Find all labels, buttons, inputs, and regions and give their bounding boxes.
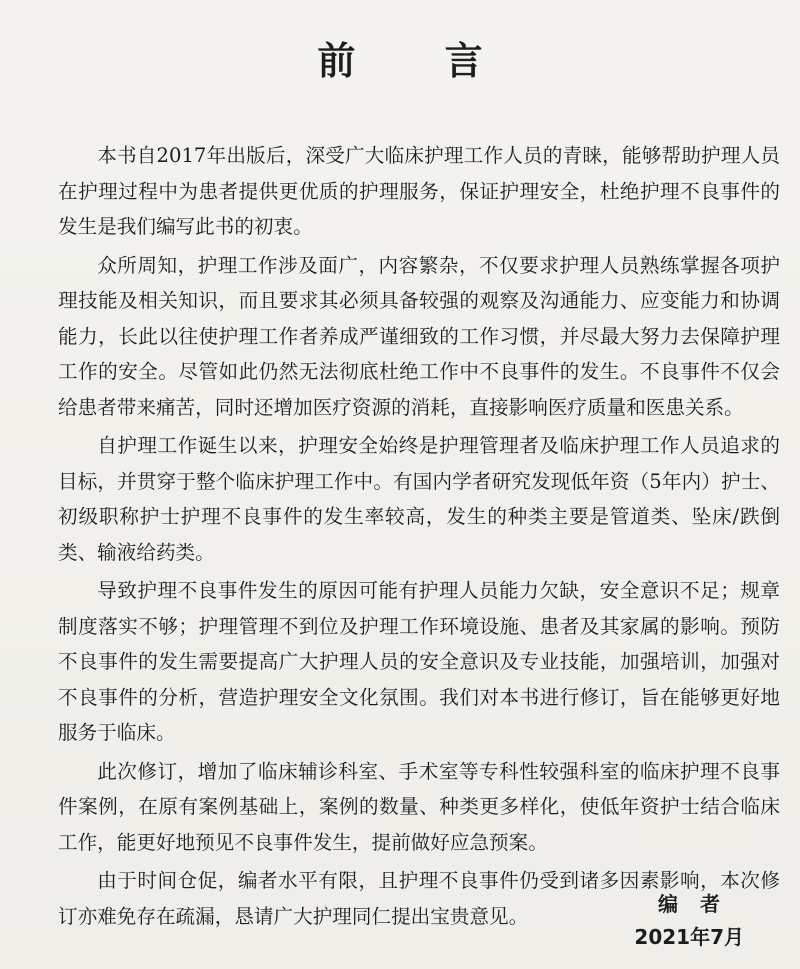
editor-signature: 编者	[658, 892, 742, 916]
paragraph-2: 众所周知，护理工作涉及面广，内容繁杂，不仅要求护理人员熟练掌握各项护理技能及相关知识，而且要求其必须具备较强的观察及沟通能力、应变能力和协调能力，长此以往使护理工作者养成严谨细致的工作习惯，并尽最大努力去保障护理工作的安全。尽管如此仍然无法彻底杜绝工作中不良事件的发生。不良事件不仅会给患者带来痛苦，同时还增加医疗资源的消耗，直接影响医疗质量和医患关系。	[58, 253, 780, 419]
paragraph-4: 导致护理不良事件发生的原因可能有护理人员能力欠缺，安全意识不足；规章制度落实不够；护理管理不到位及护理工作环境设施、患者及其家属的影响。预防不良事件的发生需要提高广大护理人员的安全意识及专业技能，加强培训，加强对不良事件的分析，营造护理安全文化氛围。我们对本书进行修订，旨在能够更好地服务于临床。	[58, 579, 780, 744]
preface-body	[58, 138, 780, 937]
signature-date: 2021年7月	[634, 925, 744, 949]
paragraph-5: 此次修订，增加了临床辅诊科室、手术室等专科性较强科室的临床护理不良事件案例，在原有案例基础上，案例的数量、种类更多样化，使低年资护士结合临床工作，能更好地预见不良事件发生，提前做好应急预案。	[58, 759, 780, 854]
paragraph-1: 本书自2017年出版后，深受广大临床护理工作人员的青睐，能够帮助护理人员在护理过程中为患者提供更优质的护理服务，保证护理安全，杜绝护理不良事件的发生是我们编写此书的初衷。	[58, 144, 780, 238]
paragraph-3: 自护理工作诞生以来，护理安全始终是护理管理者及临床护理工作人员追求的目标，并贯穿于整个临床护理工作中。有国内学者研究发现低年资（5年内）护士、初级职称护士护理不良事件的发生率较高，发生的种类主要是管道类、坠床/跌倒类、输液给药类。	[58, 434, 780, 564]
paragraph-6: 由于时间仓促，编者水平有限，且护理不良事件仍受到诸多因素影响，本次修订亦难免存在疏漏，恳请广大护理同仁提出宝贵意见。	[58, 869, 780, 928]
page-title: 前 言	[317, 39, 521, 83]
